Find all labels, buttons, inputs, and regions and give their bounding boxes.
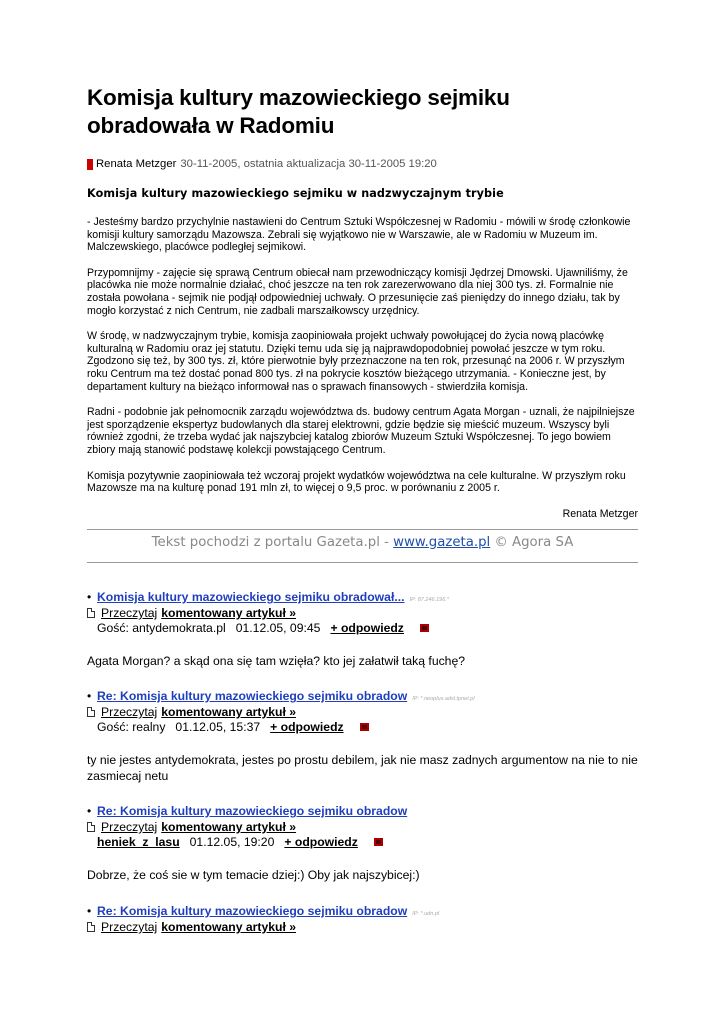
comment-ip: IP: *.neoplus.adsl.tpnet.pl <box>412 696 475 702</box>
report-flag-icon[interactable] <box>420 624 429 632</box>
article-signature: Renata Metzger <box>562 507 638 520</box>
bullet: • <box>87 689 92 703</box>
bullet: • <box>87 590 92 604</box>
comment-item <box>87 689 638 784</box>
comment-timestamp: 01.12.05, 09:45 <box>235 621 321 635</box>
comment-text: Dobrze, że coś sie w tym temacie dziej:) Oby jak najszybicej:) <box>87 868 420 882</box>
article-author: Renata Metzger <box>96 158 177 170</box>
article-title: Komisja kultury mazowieckiego sejmiku obradowała w Radomiu <box>87 85 510 138</box>
read-prefix: Przeczytaj <box>101 820 158 834</box>
comment-ip: IP: *.udn.pl <box>412 911 440 917</box>
bullet: • <box>87 804 92 818</box>
source-link[interactable]: www.gazeta.pl <box>393 534 491 550</box>
report-flag-icon[interactable] <box>374 838 383 846</box>
comment-title-link[interactable]: Komisja kultury mazowieckiego sejmiku obradował... <box>97 590 405 604</box>
reply-button[interactable]: + odpowiedz <box>284 835 358 849</box>
article-paragraph: W środę, w nadzwyczajnym trybie, komisja zaopiniowała projekt uchwały powołującej do życia nową placówkę kulturalną w Radomiu oraz jej statutu. Dzięki temu uda się ją najprawdopodobniej powołać jeszcze w tym roku. Zgodzono się też, by 300 tys. zł, które pierwotnie były przeznaczone na ten rok, przesunąć na 2006 r. W przyszłym roku Centrum ma też dostać ponad 800 tys. zł na pokrycie kosztów bieżącego utrzymania. - Konieczne jest, by departament kultury na bieżąco informował nas o sprawach finansowych - stwierdziła komisja. <box>87 330 625 393</box>
article-date: 30-11-2005, ostatnia aktualizacja 30-11-2005 19:20 <box>180 158 437 170</box>
comment-title-link[interactable]: Re: Komisja kultury mazowieckiego sejmiku obradow <box>97 804 408 818</box>
article-paragraph: Radni - podobnie jak pełnomocnik zarządu województwa ds. budowy centrum Agata Morgan - uznali, że najpilniejsze jest sporządzenie ekspertyz budowlanych dla starej elektrowni, gdzie będzie się mieścić muzeum. Wszyscy byli również zgodni, że trzeba wydać jak najszybciej katalog zbiorów Muzeum Sztuki Współczesnej. To jego bowiem zbiory mają stanowić podstawę kolekcji powstającego Centrum. <box>87 406 635 456</box>
comment-author: Gość: antydemokrata.pl <box>97 621 226 635</box>
comment-title-link[interactable]: Re: Komisja kultury mazowieckiego sejmiku obradow <box>97 904 408 918</box>
read-article-link[interactable]: komentowany artykuł » <box>161 705 297 719</box>
divider <box>87 562 638 563</box>
report-flag-icon[interactable] <box>360 723 369 731</box>
document-icon <box>87 608 95 618</box>
comment-item <box>87 590 638 669</box>
article-paragraph: Przypomnijmy - zajęcie się sprawą Centrum obiecał nam przewodniczący komisji Jędrzej Dmowski. Ujawniliśmy, że placówka nie może normalnie działać, choć jeszcze na ten rok zarezerwowano dla niej 300 tys. zł. Formalnie nie została powołana - sejmik nie podjął odpowiedniej uchwały. O przesunięcie zaś pieniędzy do innego działu, tak by mogło korzystać z nich Centrum, nie zadbali marszałkowscy urzędnicy. <box>87 266 628 317</box>
comment-timestamp: 01.12.05, 19:20 <box>189 835 275 849</box>
read-prefix: Przeczytaj <box>101 606 158 620</box>
comment-item <box>87 804 638 883</box>
article <box>87 84 638 563</box>
article-meta <box>87 158 638 170</box>
read-article-link[interactable]: komentowany artykuł » <box>161 820 297 834</box>
comment-title-link[interactable]: Re: Komisja kultury mazowieckiego sejmiku obradow <box>97 689 408 703</box>
author-marker-icon <box>87 159 93 170</box>
article-lead: Komisja kultury mazowieckiego sejmiku w nadzwyczajnym trybie <box>87 187 504 200</box>
divider <box>87 529 638 530</box>
document-icon <box>87 822 95 832</box>
comment-text: ty nie jestes antydemokrata, jestes po prostu debilem, jak nie masz zadnych argumentow na nie to nie zasmiecaj netu <box>87 753 638 783</box>
article-paragraph: - Jesteśmy bardzo przychylnie nastawieni do Centrum Sztuki Współczesnej w Radomiu - mówili w środę członkowie komisji kultury samorządu Mazowsza. Zebrali się wyjątkowo nie w Warszawie, ale w Radomiu w Muzeum im. Malczewskiego, placówce podległej sejmikowi. <box>87 216 631 254</box>
read-prefix: Przeczytaj <box>101 920 158 934</box>
document-icon <box>87 922 95 932</box>
article-body <box>87 216 638 495</box>
article-paragraph: Komisja pozytywnie zaopiniowała też wczoraj projekt wydatków województwa na cele kulturalne. W przyszłym roku Mazowsze ma na kulturę ponad 191 mln zł, to więcej o 9,5 proc. w porównaniu z 2005 r. <box>87 469 626 495</box>
comment-ip: IP: 87.246.196.* <box>409 597 449 603</box>
comment-text: Agata Morgan? a skąd ona się tam wzięła? kto jej załatwił taką fuchę? <box>87 654 466 668</box>
read-prefix: Przeczytaj <box>101 705 158 719</box>
reply-button[interactable]: + odpowiedz <box>330 621 404 635</box>
bullet: • <box>87 904 92 918</box>
source-prefix: Tekst pochodzi z portalu Gazeta.pl - <box>151 534 394 550</box>
source-line <box>87 535 638 551</box>
comment-timestamp: 01.12.05, 15:37 <box>175 720 261 734</box>
comment-item <box>87 904 638 934</box>
comment-author[interactable]: heniek_z_lasu <box>97 835 180 849</box>
read-article-link[interactable]: komentowany artykuł » <box>161 920 297 934</box>
source-suffix: © Agora SA <box>490 534 574 550</box>
comment-author: Gość: realny <box>97 720 166 734</box>
read-article-link[interactable]: komentowany artykuł » <box>161 606 297 620</box>
document-icon <box>87 707 95 717</box>
reply-button[interactable]: + odpowiedz <box>270 720 344 734</box>
